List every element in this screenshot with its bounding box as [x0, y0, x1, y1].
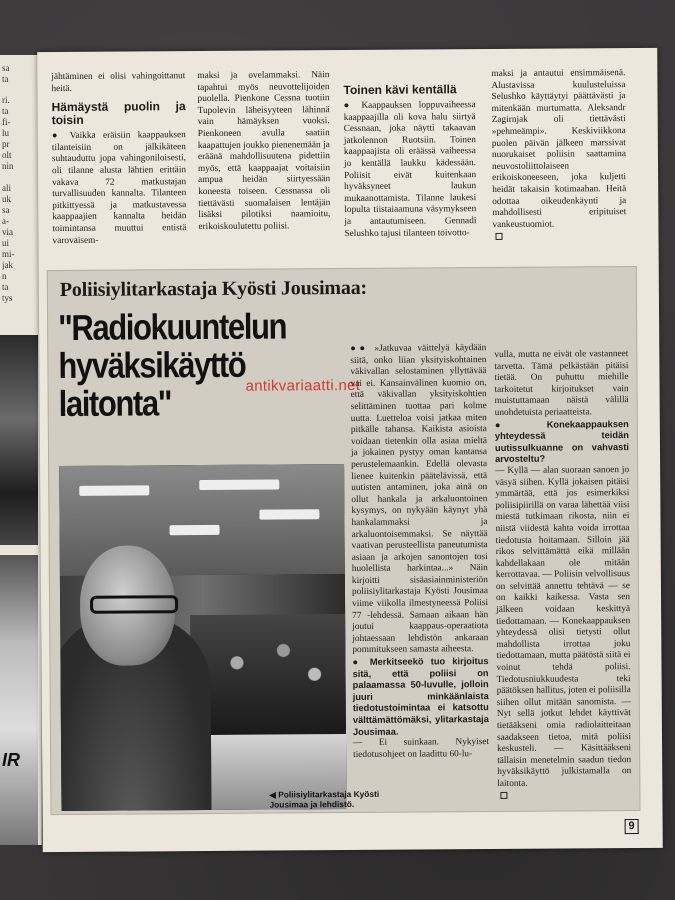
photo-crowd	[190, 614, 346, 735]
interview-col2-body: vulla, mutta ne eivät ole vastanneet tarvetta. Tämä pelkästään pitäisi tietää. On puhuttu miehille tarkoitetut kirjoitukset vain muistuttamaan näistä välillä unohdetuista periaatteista.	[494, 349, 629, 418]
top-col1-intro: jähtäminen ei olisi vahingoittanut heitä.	[51, 71, 186, 94]
interview-col1-body: ●● »Jatkuvaa väittelyä käydään siitä, onko liian yksityiskohtainen väkivallan selostaminen yllyttävää vai ei. Kansainvälinen kuomio on, että väkivallan yksityiskohtien selittäminen tuottaa pari kolme uutta. Luetteloa voisi jatkaa miten pitkälle tahansa. Kaikista asioista voidaan tietenkin olla asiaa mieltä ja jokainen pystyy oman kantansa perustelemaankin. Edellä olevasta lienee kuitenkin päätelävissä, että uutisten antaminen, joka ainä on ollut hankala ja arkaluontoinen kysymys, on nykyään käynyt yhä hankalammaksi ja arkaluontoisemmaksi. Se näyttää vaativan perusteellista paneutumista asiaan ja arkojen sanontojen tosi huolellista harkintaa...» Näin kirjoitti sisäasiainministeriön poliisiylitarkastaja Kyösti Jousimaa viime viikolla ilmestyneessä Poliisi 77 -lehdessä. Samaan aikaan hän joutui kaappaus-operaatiota johtaessaan lehdistön ankaraan pommitukseen samasta aiheesta.	[350, 343, 489, 656]
press-conference-photo	[59, 464, 346, 811]
top-column-4	[491, 68, 626, 243]
interview-headline	[58, 307, 300, 423]
prev-page-photo-bottom	[0, 555, 38, 845]
photo-glasses	[90, 595, 178, 614]
prev-page-text-1: sa ta	[2, 63, 10, 84]
photo-lamp	[199, 479, 279, 490]
boxed-interview	[47, 266, 641, 815]
photo-caption: ◀ Poliisiylitarkastaja Kyösti Jousimaa ja lehdistö.	[269, 788, 380, 810]
headline-line-1: "Radiokuuntelun	[57, 305, 287, 349]
headline-line-2: hyväksikäyttö	[58, 343, 246, 387]
end-mark-square	[500, 792, 507, 799]
page-number: 9	[624, 819, 638, 834]
interview-answer-1: — Ei suinkaan. Nykyiset tiedotusohjeet on laadittu 60-lu-	[353, 737, 490, 760]
top-column-2	[197, 70, 330, 233]
prev-page-logo: IR	[2, 750, 20, 770]
interview-question-1: ● Merkitseekö tuo kirjoitus sitä, että poliisi on palaamassa 50-luvulle, jolloin juuri minkäänlaista tiedotustoimintaa ei katsottu välttämättömäksi, ylitarkastaja Jousimaa.	[352, 656, 489, 737]
top-col1-heading: Hämäystä puolin ja toisin	[51, 99, 186, 128]
top-article	[51, 68, 652, 287]
photo-lamp	[79, 485, 149, 495]
previous-page-strip	[0, 55, 42, 845]
interview-kicker: Poliisiylitarkastaja Kyösti Jousimaa:	[59, 276, 367, 302]
interview-question-2: ● Konekaappauksen yhteydessä teidän uutissulkuanne on vahvasti arvosteltu?	[494, 418, 630, 465]
headline-line-3: laitonta"	[58, 382, 172, 425]
top-col3-body: ● Kaappauksen loppuvaiheessa kaappaajilla oli kova halu siirtyä Cessnaan, joka näytti takaavan jatkolennon Ruotsiin. Toinen kaappaajista oli eräässä vaiheessa jo kentällä laukku kädessään. Poliisit eivät kuitenkaan hyväksyneet laukun mukaanottamista. Tilanne laukesi lopulta tiistaiaamuna väsymykseen ja antautumiseen. Gennadi Selushko tajusi tilanteen toivotto-	[343, 100, 477, 239]
photo-lamp	[170, 525, 220, 535]
magazine-page	[37, 48, 663, 852]
top-col4-body: maksi ja antautui ensimmäisenä. Alustavissa kuulusteluissa Selushko käyttäytyi päättävästi ja mitenkään murtumatta. Aleksandr Zagirnjak oli tiettävästi »pehmeämpi». Keskiviikkona puolen päivän jälkeen marssivat nuorukaiset poliisin saattamina neuvostoliittolaiseen erikoiskoneeseen, joka kuljetti heidät takaisin kotimaahan. Heitä odottaa oikeudenkäynti ja mahdollisesti eripituiset vankeustuomiot.	[491, 68, 627, 230]
top-col3-heading: Toinen kävi kentällä	[343, 82, 457, 98]
prev-page-text-2: ri. ta fi- lu pr olt nin ali uk sa a- via ui mi- jak n ta tys	[2, 95, 15, 303]
interview-column-1	[350, 343, 489, 761]
photo-lamp	[259, 509, 319, 519]
prev-page-photo-top	[0, 335, 38, 545]
top-column-3	[343, 69, 476, 240]
top-col1-body: ● Vaikka eräisiin kaappauksen tilanteisiin on jälkikäteen suhtauduttu jopa vahingoniloisesti, oli tilanne alusta lähtien erittäin vakava 72 matkustajan turvallisuuden kannalta. Tilanteen pitkittyessä ja matkustavessa kaappaajien kannalta heidän toimintansa muuttui entistä varovaisem-	[51, 130, 187, 246]
interview-answer-2: — Kyllä — alan suoraan sanoen jo väsyä siihen. Kyllä jokaisen pitäisi ymmärtää, että jos esimerkiksi poliisipiirillä on varaa lähettää viisi miestä tutkimaan rikosta, niin ei niistä viidestä kahta voida irrottaa tiedotusta hoitamaan. Silloin jää rikos selvittämättä eikä millään kahdellakaan ole mitään kerrottavaa. — Poliisin velvollisuus on selvittää annettu tehtävä — se on kaikki kaikessa. Vasta sen jälkeen voidaan keskittyä tiedottamaan. — Konekaappauksen yhteydessä olisi tietysti ollut mahdollista irrottaa joku tiedottamaan, mutta päätöstä siitä ei voinut tehdä poliisi. Tiedotusniukkuudesta teki päätöksen hallitus, joten ei poliisilla siihen ollut mitään sanomista. — Nyt sellä jotkut lehdet käyttivät tietääkseni omia radiolaitteitaan saadakseen tietoa, mitä poliisi keskusteli. — Käsittääkseni tällaisin menetelmin saadun tiedon hyväksikäyttö julkistamalla on laitonta.	[495, 464, 632, 789]
interview-column-2	[494, 349, 631, 802]
top-col2-body: maksi ja ovelammaksi. Näin tapahtui myös neuvottelijoiden puolella. Pienkone Cessna tuotiin Tupolevin läheisyyteen lähinnä vain hämäyksen vuoksi. Pienkoneen avulla saatiin kaapattujen joukko pienenemään ja eräänä mahdollisuutena pidettiin myös, että kaappaajat voitaisiin ampua heidän siirtyessään koneesta toiseen. Cessnassa oli tiettävästi suomalaisen lentäjän lisäksi pilotiksi naamioitu, erikoiskoulutettu poliisi.	[197, 70, 331, 232]
end-mark-square	[495, 233, 502, 240]
top-column-1	[51, 71, 186, 247]
watermark-text: antikvariaatti.net	[245, 376, 361, 395]
